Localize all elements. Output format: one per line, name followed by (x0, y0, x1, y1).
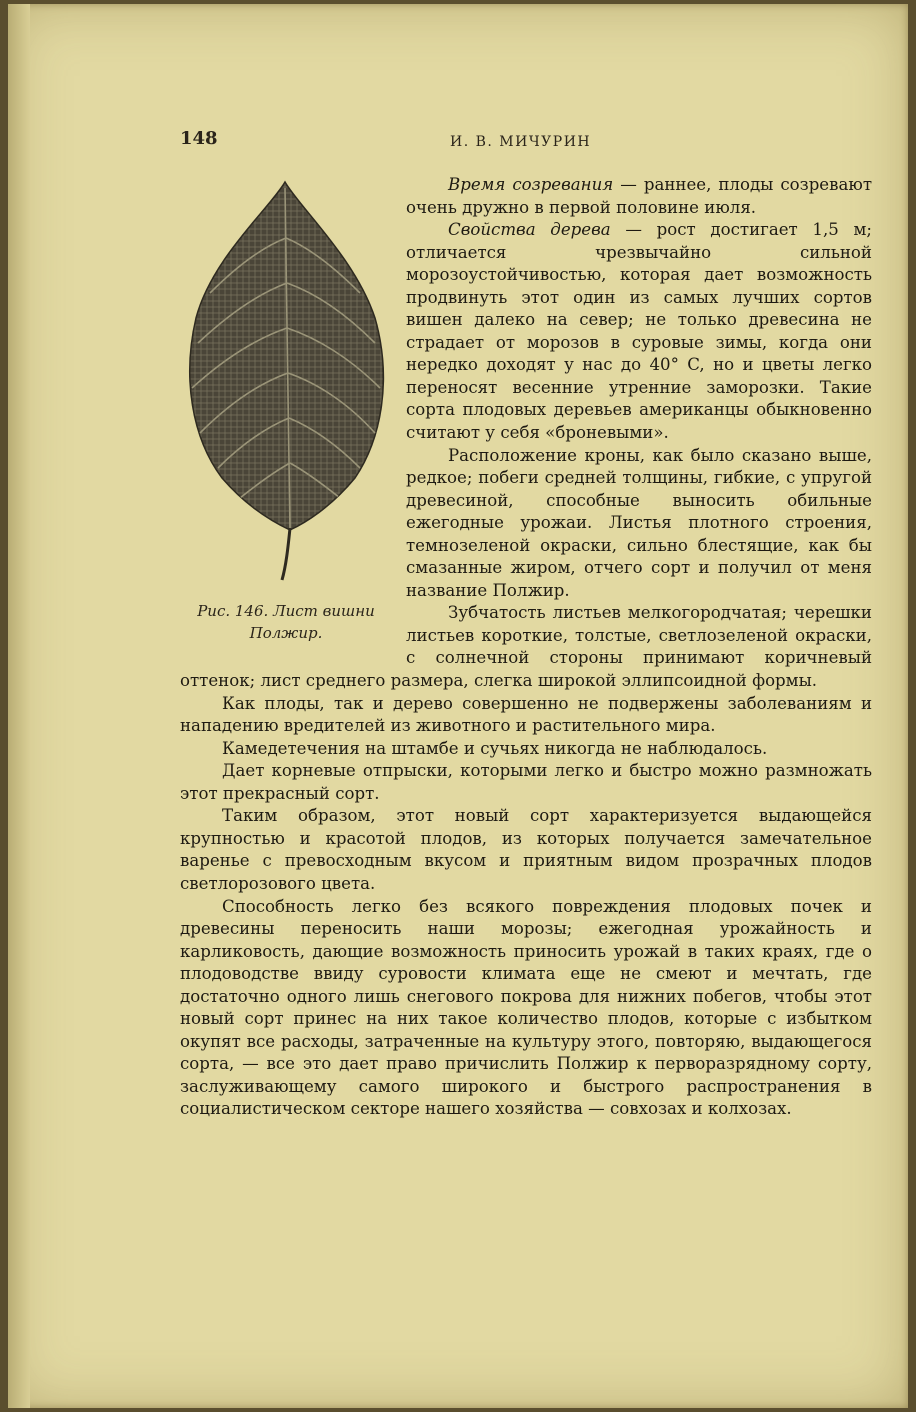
paragraph-gum: Камедетечения на штамбе и сучьях никогда не наблюдалось. (222, 738, 768, 758)
paragraph-leaves: Зубчатость листьев мелкогородчатая; черешки листьев короткие, толстые, светлозеленой окраски, с солнечной стороны принимают коричневый оттенок; лист среднего размера, слегка широкой эллипсоидной формы. (180, 603, 872, 691)
book-page (8, 4, 908, 1408)
paragraph-disease: Как плоды, так и дерево совершенно не подвержены заболеваниям и нападению вредителей из животного и растительного мира. (180, 693, 872, 736)
term-tree-properties: Свойства дерева (448, 220, 611, 240)
body-text (180, 174, 872, 1121)
figure-caption-label: Рис. 146. (197, 602, 269, 620)
paragraph-propagation: Дает корневые отпрыски, которыми легко и быстро можно размножать этот прекрасный сорт. (180, 761, 872, 803)
paragraph-conclusion: Способность легко без всякого повреждения плодовых почек и древесины переносить наши морозы; ежегодная урожайность и карликовость, дающие возможность приносить урожай в таких краях, где о плодоводстве ввиду суровости климата еще не смеют и мечтать, где достаточно одного лишь снегового покрова для нижних побегов, чтобы этот новый сорт принес на них такое количество плодов, которые с избытком окупят все расходы, затраченные на культуру этого, повторяю, выдающегося сорта, — все это дает право причислить Полжир к перворазрядному сорту, заслуживающему самого широкого и быстрого распространения в социалистическом секторе нашего хозяйства — совхозах и колхозах. (180, 896, 872, 1119)
running-head: И. В. МИЧУРИН (450, 134, 592, 150)
page-edge (8, 4, 30, 1408)
paragraph-tree-properties: Свойства дерева — рост достигает 1,5 м; отличается чрезвычайно сильной морозоустойчивостью, которая дает возможность продвинуть этот один из самых лучших сортов вишен далеко на север; не только древесина не страдает от морозов в суровые зимы, когда они нередко доходят у нас до 40° C, но и цветы легко переносят весенние утренние заморозки. Такие сорта плодовых деревьев американцы обыкновенно считают у себя «броневыми». (406, 220, 872, 443)
paragraph-summary: Таким образом, этот новый сорт характеризуется выдающейся крупностью и красотой плодов, из которых получается замечательное варенье с превосходным вкусом и приятным видом прозрачных плодов светлорозового цвета. (180, 806, 872, 893)
page-number: 148 (180, 128, 218, 149)
paragraph-ripening: Время созревания — раннее, плоды созревают очень дружно в первой половине июля. (406, 175, 872, 217)
paragraph-crown: Расположение кроны, как было сказано выше, редкое; побеги средней толщины, гибкие, с упругой древесиной, способные выносить обильные ежегодные урожаи. Листья плотного строения, темнозеленой окраски, сильно блестящие, как бы смазанные жиром, отчего сорт и получил от меня название Полжир. (406, 445, 872, 600)
figure-caption-text: Лист вишни Полжир. (249, 602, 375, 642)
term-ripening: Время созревания (448, 175, 614, 194)
